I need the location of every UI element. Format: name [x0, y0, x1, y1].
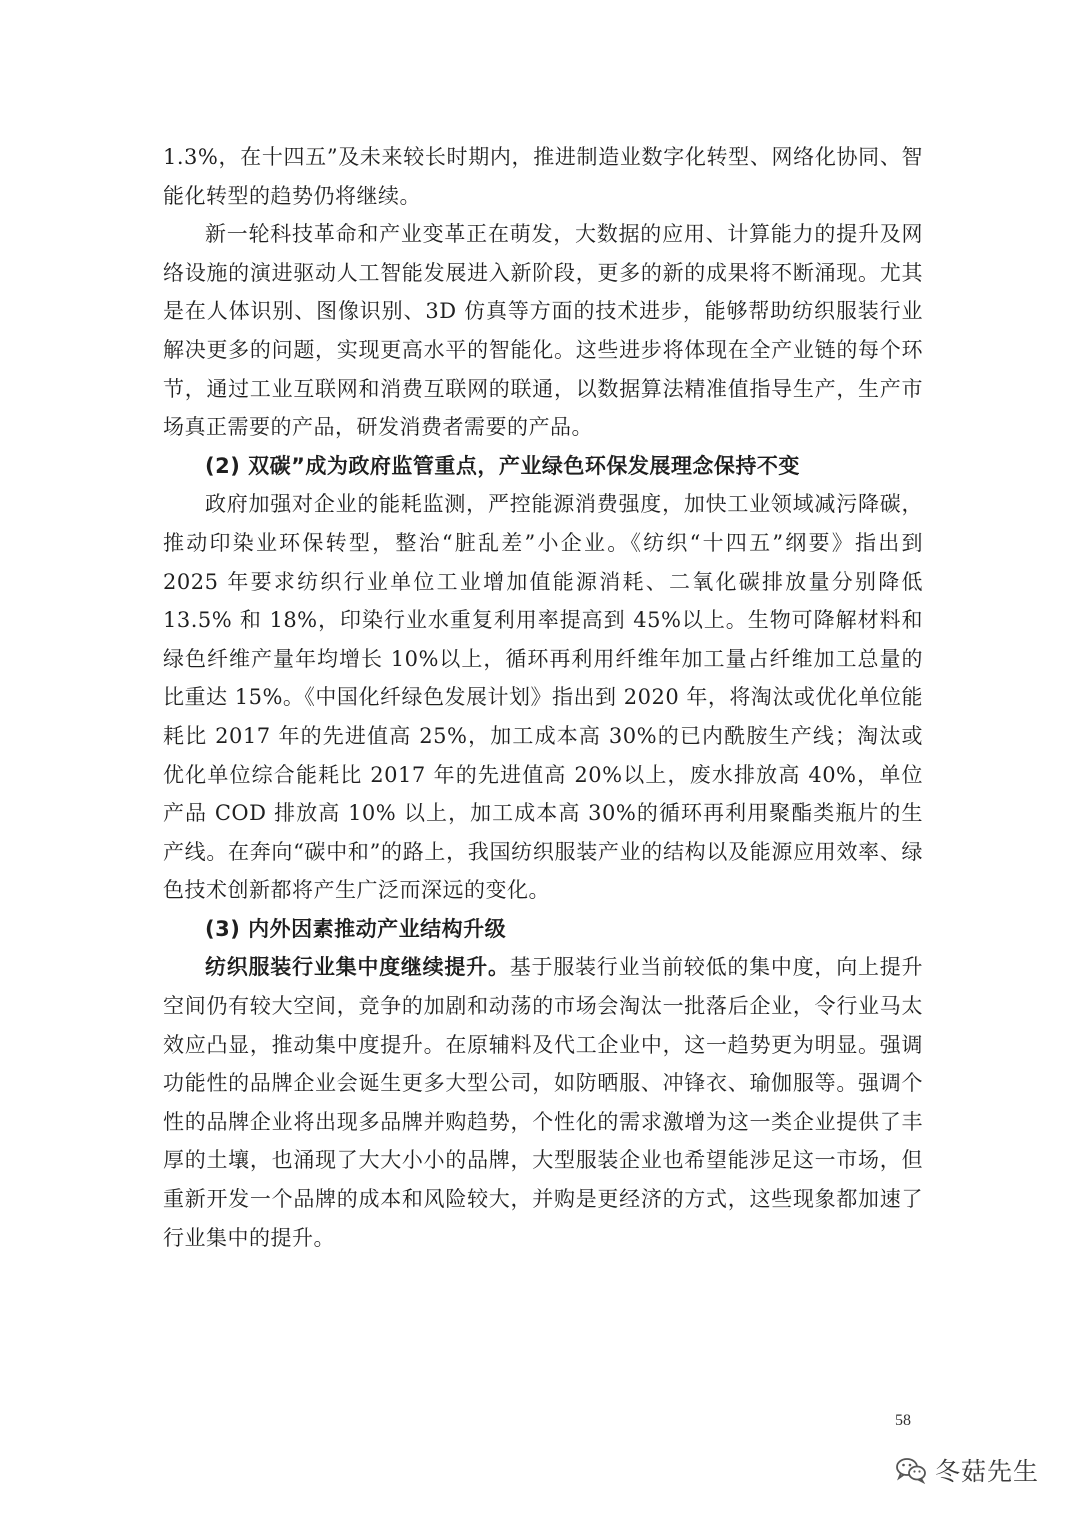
section-heading-structural-upgrade: (3) 内外因素推动产业结构升级 — [205, 916, 507, 941]
document-body — [163, 138, 923, 1257]
wechat-icon — [895, 1456, 927, 1484]
paragraph-body-text: 基于服装行业当前较低的集中度，向上提升空间仍有较大空间，竞争的加剧和动荡的市场会淘汰一批落后企业，令行业马太效应凸显，推动集中度提升。在原辅料及代工企业中，这一趋势更为明显。强调功能性的品牌企业会诞生更多大型公司，如防晒服、冲锋衣、瑜伽服等。强调个性的品牌企业将出现多品牌并购趋势，个性化的需求激增为这一类企业提供了丰厚的土壤，也涌现了大大小小的品牌，大型服装企业也希望能涉足这一市场，但重新开发一个品牌的成本和风险较大，并购是更经济的方式，这些现象都加速了行业集中的提升。 — [163, 955, 923, 1250]
section-heading-dual-carbon: (2) 双碳”成为政府监管重点，产业绿色环保发展理念保持不变 — [205, 453, 800, 478]
watermark — [895, 1450, 1039, 1490]
paragraph-ai-technology: 新一轮科技革命和产业变革正在萌发，大数据的应用、计算能力的提升及网络设施的演进驱动人工智能发展进入新阶段，更多的新的成果将不断涌现。尤其是在人体识别、图像识别、3D 仿真等方面的技术进步，能够帮助纺织服装行业解决更多的问题，实现更高水平的智能化。这些进步将体现在全产业链的每个环节，通过工业互联网和消费互联网的联通，以数据算法精准值指导生产，生产市场真正需要的产品，研发消费者需要的产品。 — [163, 222, 923, 440]
paragraph-energy-regulation: 政府加强对企业的能耗监测，严控能源消费强度，加快工业领域减污降碳，推动印染业环保转型，整治“脏乱差”小企业。《纺织“十四五”纲要》指出到 2025 年要求纺织行业单位工业增加值能源消耗、二氧化碳排放量分别降低 13.5% 和 18%，印染行业水重复利用率提高到 45%以上。生物可降解材料和绿色纤维产量年均增长 10%以上，循环再利用纤维年加工量占纤维加工总量的比重达 15%。《中国化纤绿色发展计划》指出到 2020 年，将淘汰或优化单位能耗比 2017 年的先进值高 25%，加工成本高 30%的已内酰胺生产线；淘汰或优化单位综合能耗比 2017 年的先进值高 20%以上，废水排放高 40%，单位产品 COD 排放高 10% 以上，加工成本高 30%的循环再利用聚酯类瓶片的生产线。在奔向“碳中和”的路上，我国纺织服装产业的结构以及能源应用效率、绿色技术创新都将产生广泛而深远的变化。 — [163, 492, 923, 903]
watermark-text: 冬菇先生 — [935, 1457, 1040, 1486]
page-number: 58 — [895, 1412, 911, 1429]
paragraph-lead-text: 纺织服装行业集中度继续提升。 — [205, 955, 510, 980]
paragraph-industry-concentration — [163, 948, 923, 1257]
paragraph-digital-transformation: 1.3%，在十四五”及未来较长时期内，推进制造业数字化转型、网络化协同、智能化转型的趋势仍将继续。 — [163, 145, 923, 208]
